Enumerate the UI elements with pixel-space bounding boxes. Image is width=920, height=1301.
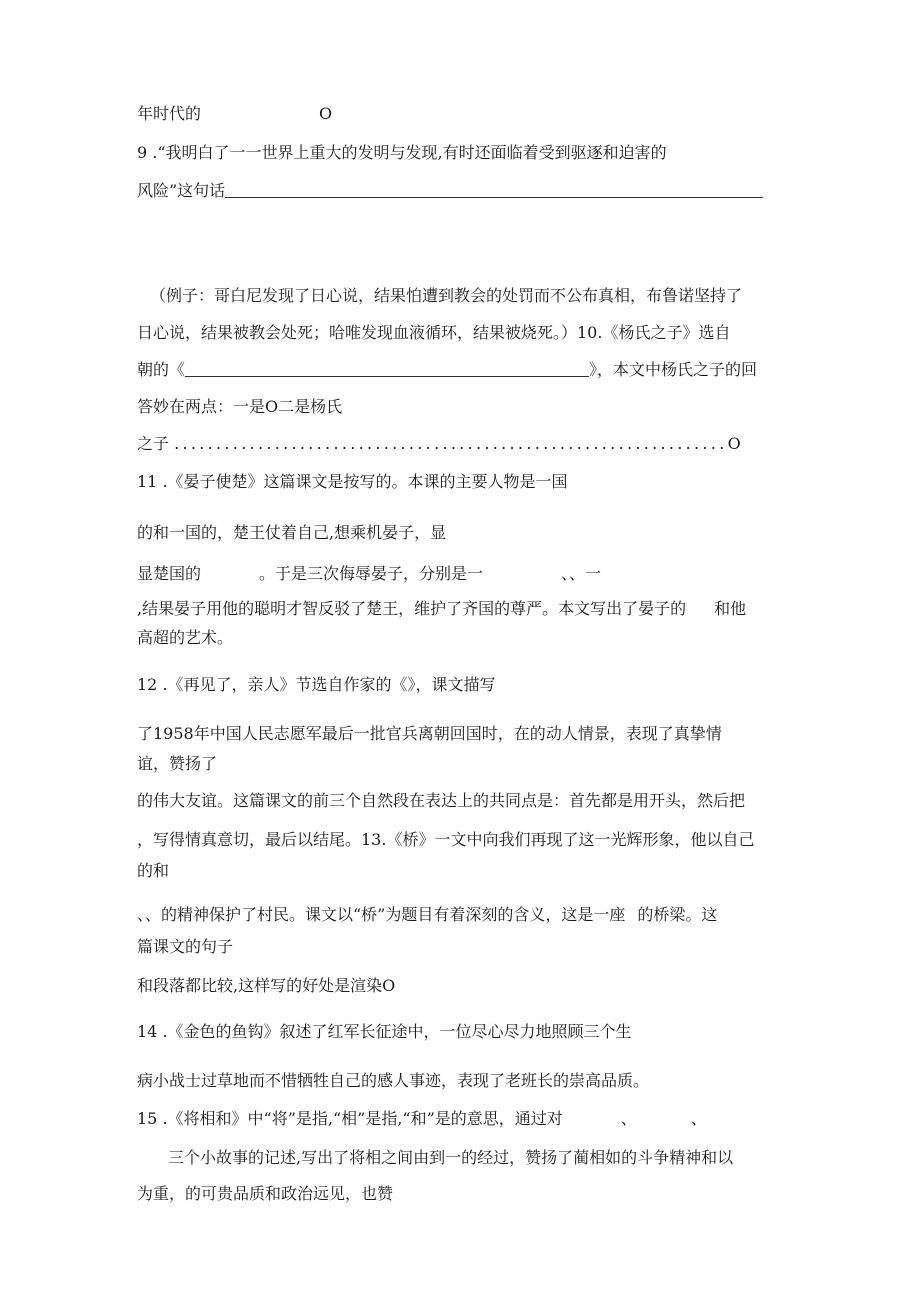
text-segment: 和他 bbox=[714, 599, 747, 618]
text-segment: ,结果晏子用他的聪明才智反驳了楚王，维护了齐国的尊严。本文写出了晏子的 bbox=[137, 599, 687, 618]
text-segment: 15 .《将相和》中“将”是指,“相”是指,“和”是的意思，通过对 bbox=[137, 1109, 563, 1128]
question-11: 11 .《晏子使楚》这篇课文是按写的。本课的主要人物是一国 bbox=[137, 472, 568, 491]
text-line bbox=[137, 563, 601, 585]
text-line: 篇课文的句子 bbox=[137, 937, 234, 956]
text-line: 为重，的可贵品质和政治远见，也赞 bbox=[137, 1184, 394, 1203]
text-line: 的和 bbox=[137, 861, 170, 880]
text-segment: 、 bbox=[690, 1109, 707, 1128]
text-line: 和段落都比较,这样写的好处是渲染O bbox=[137, 976, 396, 995]
answer-blank bbox=[225, 181, 763, 198]
text-line bbox=[137, 103, 332, 125]
text-segment: 、、一 bbox=[561, 564, 602, 583]
text-segment: 。于是三次侮辱晏子，分别是一 bbox=[259, 564, 484, 583]
text-line: 高超的艺术。 bbox=[137, 628, 234, 647]
text-segment: 、 bbox=[620, 1109, 637, 1128]
question-12: 12 .《再见了，亲人》节选自作家的《》，课文描写 bbox=[137, 675, 496, 694]
text-line bbox=[137, 433, 741, 455]
text-line: 的伟大友谊。这篇课文的前三个自然段在表达上的共同点是：首先都是用开头，然后把 bbox=[137, 791, 746, 810]
text-segment: 的桥梁。这 bbox=[637, 905, 718, 924]
text-segment: O bbox=[727, 434, 741, 453]
text-line bbox=[137, 180, 763, 202]
answer-blank bbox=[185, 360, 589, 377]
question-9: 9 .“我明白了一一世界上重大的发明与发现,有时还面临着受到驱逐和迫害的 bbox=[137, 143, 667, 162]
text-segment: 显楚国的 bbox=[137, 564, 202, 583]
text-line: 谊，赞扬了 bbox=[137, 754, 218, 773]
text-line: 的和一国的，楚王仗着自己,想乘机晏子，显 bbox=[137, 523, 447, 542]
text-line bbox=[137, 598, 746, 620]
text-line: （例子：哥白尼发现了日心说，结果怕遭到教会的处罚而不公布真相，布鲁诺坚持了 bbox=[150, 286, 743, 305]
text-line: 病小战士过草地而不惜牺牲自己的感人事迹，表现了老班长的崇高品质。 bbox=[137, 1071, 650, 1090]
question-14: 14 .《金色的鱼钩》叙述了红军长征途中，一位尽心尽力地照顾三个生 bbox=[137, 1022, 632, 1041]
text-segment: 年时代的 bbox=[137, 104, 202, 123]
text-segment: 》，本文中杨氏之子的回 bbox=[589, 360, 758, 379]
text-segment: 、、的精神保护了村民。课文以“桥”为题目有着深刻的含义，这是一座 bbox=[137, 905, 626, 924]
text-line: ，写得情真意切，最后以结尾。13.《桥》一文中向我们再现了这一光辉形象，他以自己 bbox=[137, 830, 755, 849]
question-15 bbox=[137, 1108, 707, 1130]
text-line: 日心说，结果被教会处死；哈唯发现血液循环，结果被烧死。）10.《杨氏之子》选自 bbox=[137, 323, 731, 342]
text-segment: 之子 bbox=[137, 434, 170, 453]
text-segment: 风险”这句话 bbox=[137, 181, 226, 200]
text-line bbox=[137, 359, 757, 381]
text-line: 答妙在两点：一是O二是杨氏 bbox=[137, 397, 343, 416]
text-line bbox=[137, 904, 717, 926]
text-segment: 朝的《 bbox=[137, 360, 186, 379]
text-line: 了1958年中国人民志愿军最后一批官兵离朝回国时，在的动人情景，表现了真挚情 bbox=[137, 724, 722, 743]
text-segment: O bbox=[319, 104, 333, 123]
text-line: 三个小故事的记述,写出了将相之间由到一的经过，赞扬了蔺相如的斗争精神和以 bbox=[168, 1148, 734, 1167]
dotted-leader: .................................................................. bbox=[174, 434, 728, 453]
